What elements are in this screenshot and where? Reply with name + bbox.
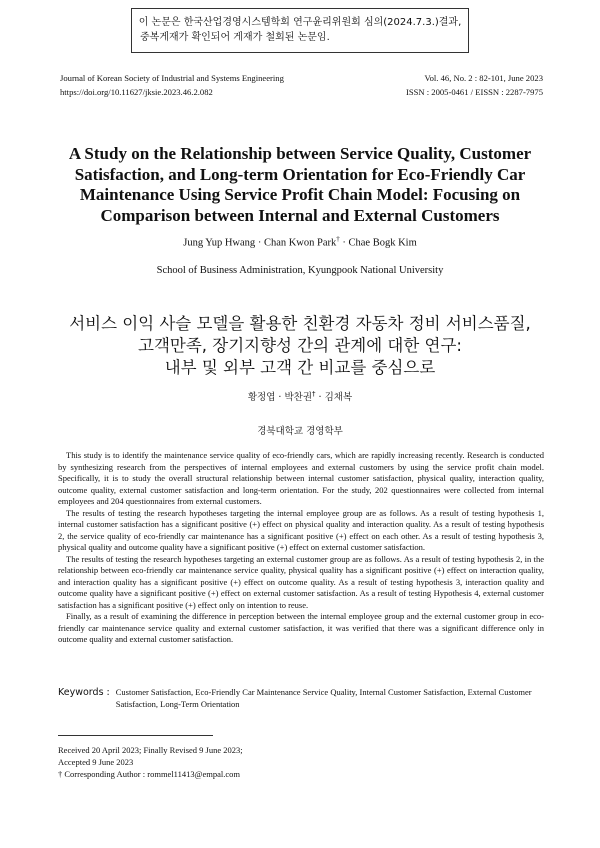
- journal-header-right: [406, 71, 543, 99]
- english-title-line: A Study on the Relationship between Service Quality, Customer: [68, 144, 532, 163]
- doi-link[interactable]: https://doi.org/10.11627/jksie.2023.46.2.082: [60, 87, 213, 97]
- journal-header-left: [60, 71, 284, 99]
- retraction-notice-line-1: 이 논문은 한국산업경영시스템학회 연구윤리위원회 심의(2024.7.3.)결과,: [138, 17, 462, 28]
- received-date: Received 20 April 2023; Finally Revised 9 June 2023;: [58, 745, 243, 755]
- keywords-text: Customer Satisfaction, Eco-Friendly Car Maintenance Service Quality, Internal Customer Satisfaction, External Customer Satisfaction, Long-Term Orientation: [115, 687, 532, 709]
- author-2-ko: 박찬권: [284, 392, 313, 403]
- author-1: Jung Yup Hwang: [183, 237, 256, 249]
- abstract-paragraph: This study is to identify the maintenance service quality of eco-friendly cars, which are rapidly increasing recently. Research is conducted by synthesizing research from the perspectives of internal employees and external customers by using the service profit chain model. Specifically, it is to study the overall structural relationship between internal customer satisfaction, physical quality, interaction quality, outcome quality, external customer satisfaction and long-term orientation. For the study, 202 questionnaires were collected from internal employees and 204 questionnaires from external customers.: [58, 450, 544, 506]
- korean-title: [30, 313, 570, 379]
- english-title-line: Maintenance Using Service Profit Chain Model: Focusing on: [79, 185, 521, 204]
- retraction-notice-box: [131, 8, 469, 53]
- english-title: [40, 144, 560, 226]
- author-1-ko: 황정엽: [247, 392, 276, 403]
- journal-name: Journal of Korean Society of Industrial and Systems Engineering: [60, 73, 284, 83]
- korean-authors: [0, 389, 600, 403]
- retraction-notice-line-2: 중복게재가 확인되어 게재가 철회된 논문임.: [140, 32, 330, 43]
- korean-title-line: 서비스 이익 사슬 모델을 활용한 친환경 자동차 정비 서비스품질,: [69, 314, 531, 333]
- korean-title-line: 고객만족, 장기지향성 간의 관계에 대한 연구:: [138, 336, 462, 355]
- korean-title-line: 내부 및 외부 고객 간 비교를 중심으로: [164, 358, 436, 377]
- author-separator: ·: [278, 392, 282, 403]
- volume-info: Vol. 46, No. 2 : 82-101, June 2023: [424, 73, 543, 83]
- author-separator: ·: [318, 392, 322, 403]
- english-title-line: Satisfaction, and Long-term Orientation for Eco-Friendly Car: [74, 164, 526, 184]
- english-authors: [0, 235, 600, 249]
- abstract-paragraph: Finally, as a result of examining the difference in perception between the internal employee group and the external customer group in eco-friendly car maintenance service quality and external customer satisfaction, it was verified that there was a significant difference only in outcome quality and external customer satisfaction.: [58, 611, 544, 644]
- corresponding-dagger: †: [312, 389, 316, 398]
- footnote-divider: [58, 735, 213, 736]
- author-separator: ·: [257, 237, 262, 249]
- corresponding-author: † Corresponding Author : rommel11413@empal.com: [58, 769, 240, 779]
- author-3: Chae Bogk Kim: [348, 237, 417, 249]
- abstract: [58, 450, 544, 646]
- footnotes: [58, 744, 243, 780]
- author-separator: ·: [342, 237, 346, 249]
- keywords-label: Keywords :: [58, 687, 110, 698]
- abstract-paragraph: The results of testing the research hypotheses targeting the internal employee group are as follows. As a result of testing hypothesis 1, internal customer satisfaction has a significant positive (+) effect on physical quality and interaction quality. As a result of testing hypothesis 2, the service quality of eco-friendly car maintenance has a significant positive (+) effect on each other. As a result of testing hypothesis 3, physical quality and outcome quality have a significant positive (+) effect on external customer satisfaction.: [58, 507, 544, 552]
- english-affiliation: School of Business Administration, Kyungpook National University: [156, 265, 444, 276]
- corresponding-dagger: †: [336, 235, 340, 243]
- issn-info: ISSN : 2005-0461 / EISSN : 2287-7975: [405, 87, 543, 97]
- accepted-date: Accepted 9 June 2023: [58, 757, 134, 767]
- keywords: [58, 687, 544, 710]
- korean-affiliation: 경북대학교 경영학부: [257, 426, 343, 437]
- author-3-ko: 김채복: [324, 392, 353, 403]
- abstract-paragraph: The results of testing the research hypotheses targeting an external customer group are as follows. As a result of testing hypothesis 2, in the relationship between eco-friendly car maintenance service quality, physical quality has a significant positive (+) effect on interaction quality, and interaction quality has a significant positive (+) effect on outcome quality. As a result of testing hypothesis 3, interaction quality and outcome quality have a significant positive (+) effect on external customer satisfaction. As a result of testing Hypothesis 4, external customer satisfaction has a significant positive (+) effect only on intention to reuse.: [58, 553, 544, 610]
- english-title-line: Comparison between Internal and External Customers: [100, 205, 500, 225]
- author-2: Chan Kwon Park: [263, 237, 337, 249]
